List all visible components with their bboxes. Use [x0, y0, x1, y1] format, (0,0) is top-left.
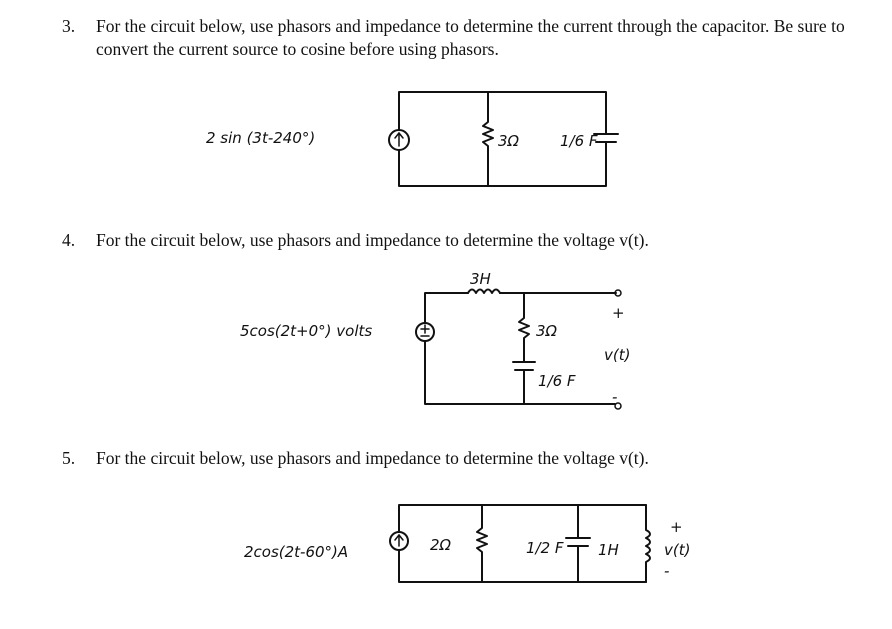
minus-label: - [612, 388, 618, 406]
problem-number: 4. [62, 230, 76, 250]
capacitor-icon [566, 505, 590, 582]
resistor-icon [483, 92, 493, 186]
inductor-icon [468, 290, 500, 294]
output-label: v(t) [604, 346, 631, 364]
plus-label: + [670, 518, 683, 536]
circuit-5 [244, 505, 690, 582]
circuit-4 [240, 270, 630, 409]
source-label: 2cos(2t-60°)A [244, 543, 349, 561]
polarity-icon [421, 325, 429, 336]
arrow-up-icon [395, 535, 403, 546]
inductor-label: 1H [598, 541, 619, 559]
plus-label: + [612, 304, 625, 322]
resistor-icon [477, 505, 487, 582]
resistor-label: 3Ω [536, 322, 558, 340]
source-label: 2 sin (3t-240°) [206, 129, 316, 147]
problem-text: For the circuit below, use phasors and impedance to determine the voltage v(t). [96, 230, 649, 250]
source-label: 5cos(2t+0°) volts [240, 322, 373, 340]
capacitor-icon [513, 362, 535, 370]
problem-text: For the circuit below, use phasors and impedance to determine the voltage v(t). [96, 448, 649, 468]
arrow-up-icon [395, 133, 403, 146]
problem-number: 5. [62, 448, 76, 468]
resistor-label: 3Ω [498, 132, 520, 150]
problem-text: For the circuit below, use phasors and impedance to determine the current through the capacitor. Be sure to convert the current source to cosine before using phasors. [96, 16, 845, 59]
resistor-icon [519, 293, 529, 362]
problem-number: 3. [62, 16, 76, 36]
circuit-3 [206, 92, 618, 186]
capacitor-label: 1/6 F [538, 372, 576, 390]
capacitor-icon [594, 134, 618, 142]
resistor-label: 2Ω [430, 536, 452, 554]
capacitor-label: 1/2 F [526, 539, 564, 557]
minus-label: - [664, 562, 670, 580]
output-label: v(t) [664, 541, 691, 559]
inductor-icon [646, 505, 650, 582]
inductor-label: 3H [470, 270, 491, 288]
capacitor-label: 1/6 F [560, 132, 598, 150]
